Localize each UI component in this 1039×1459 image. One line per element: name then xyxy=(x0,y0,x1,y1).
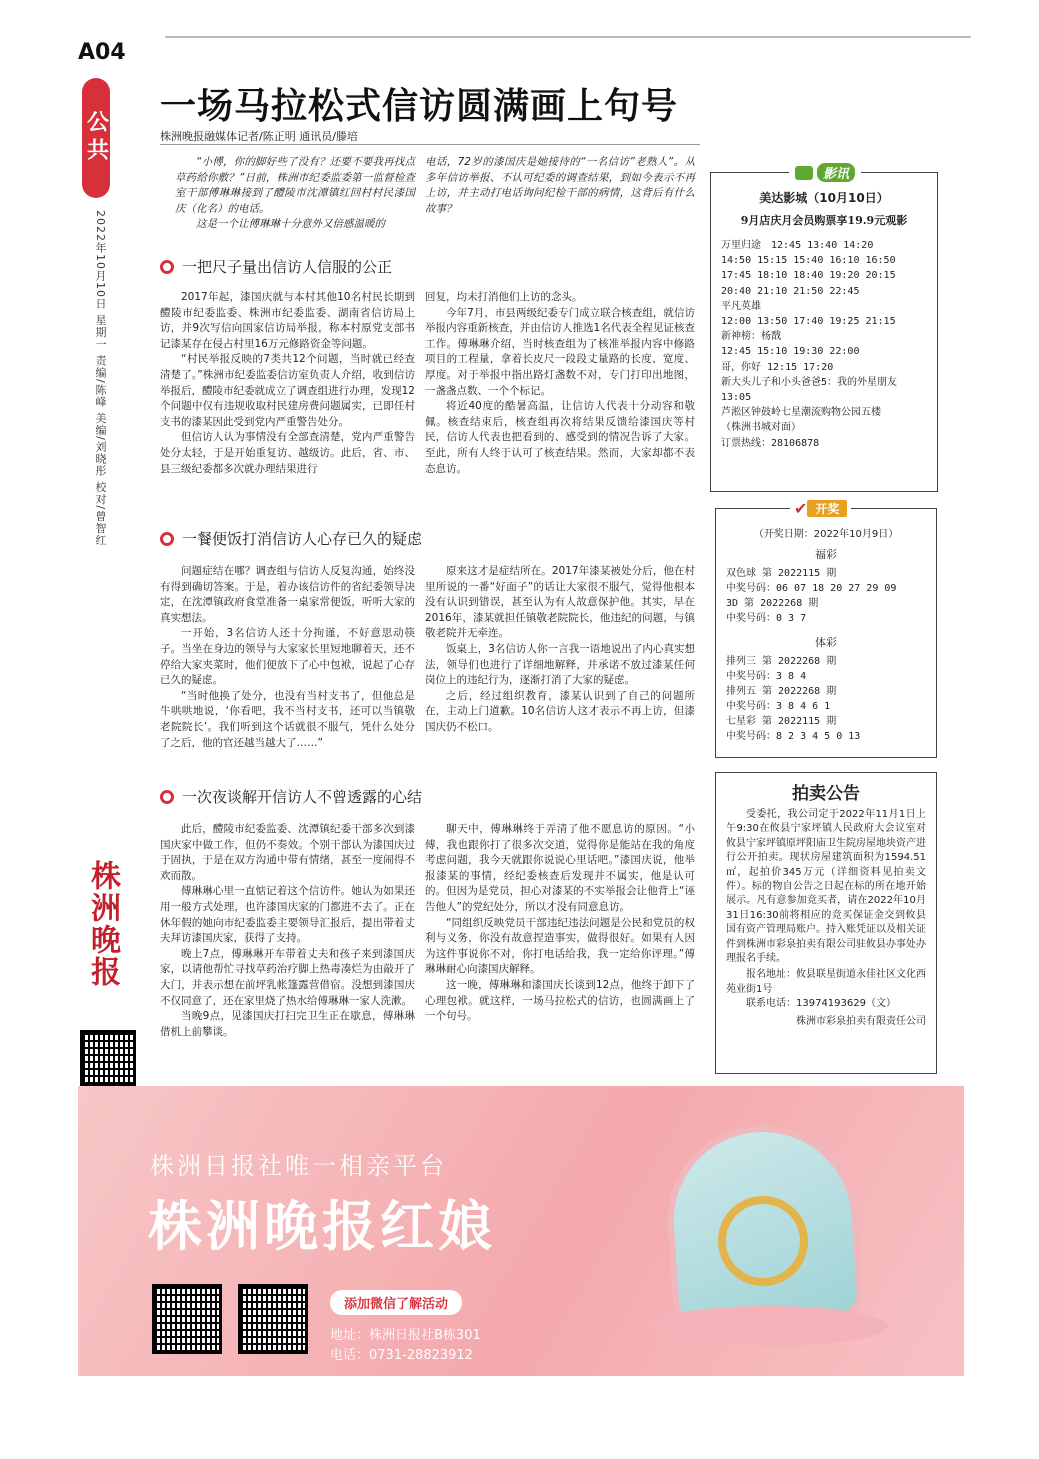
text-line: 12:00 13:50 17:40 19:25 21:15 xyxy=(721,316,896,328)
section-1-col-1 xyxy=(160,290,415,477)
byline: 株洲晚报融媒体记者/陈正明 通讯员/滕培 xyxy=(160,130,358,143)
intro-left xyxy=(175,155,415,233)
lottery-date: （开奖日期：2022年10月9日） xyxy=(753,529,899,540)
text-line: 13:05 xyxy=(721,392,752,404)
heart-box-base xyxy=(648,1306,888,1346)
masthead-qr-code xyxy=(80,1030,136,1086)
paragraph: 晚上7点，傅琳琳开车带着丈夫和孩子来到漆国庆家，以请他帮忙寻找草药治疗脚上热毒凑烂为由敲开了大门，并表示想在前坪乳帐篷露营借宿。没想到漆国庆不仅同意了，还在家里烧了热水给傅琳琳一家人洗漱。 xyxy=(160,947,415,1007)
paragraph: 将近40度的酷暑高温，让信访人代表十分动容和敬佩。核查结束后，核查组再次将结果反馈给漆国庆等村民，信访人代表也把看到的、感受到的情况告诉了大家。至此，所有人终于认可了核查结果。然而，大家却都不表态息访。 xyxy=(425,400,695,475)
ticai-label: 体彩 xyxy=(815,636,837,649)
matchmaker-ad-banner[interactable] xyxy=(78,1086,964,1376)
paragraph: 今年7月，市县两级纪委专门成立联合核查组，就信访举报内容重新核查，并由信访人推选1名代表全程见证核查工作。傅琳琳介绍，当时核查组为了核准举报内容中修路项目的工程量，拿着长皮尺一段段丈量路的长度、宽度、厚度。对于举报中指出路灯盏数不对，专门打印出地图，一盏盏点数、一个个标记。 xyxy=(425,306,695,397)
paragraph: 问题症结在哪？调查组与信访人反复沟通，始终没有得到确切答案。于是，着办该信访件的省纪委领导决定，在沈潭镇政府食堂准备一桌家常便饭，听听大家的真实想法。 xyxy=(160,565,415,624)
ad-subtitle: 株洲日报社唯一相亲平台 xyxy=(150,1152,447,1180)
page-number: A04 xyxy=(78,40,126,65)
auction-address: 报名地址：攸县联星街道永佳社区文化西苑业街1号 xyxy=(726,969,926,995)
text-line: （株洲书城对面） xyxy=(721,422,801,434)
text-line: 中奖号码：06 07 18 20 27 29 09 xyxy=(726,583,897,594)
film-camera-icon xyxy=(795,166,813,180)
text-line: 新神榜：杨戬 xyxy=(721,331,781,343)
paragraph: 这一晚，傅琳琳和漆国庆长谈到12点，他终于卸下了心理包袱。就这样，一场马拉松式的信访，也圆满画上了一个句号。 xyxy=(425,978,695,1023)
section-tag xyxy=(82,78,110,198)
text-line: 万里归途 12:45 13:40 14:20 xyxy=(721,240,874,251)
ticai-results xyxy=(726,654,926,744)
ring-icon xyxy=(160,260,174,274)
cinema-tag xyxy=(789,163,861,182)
text-line: 3D 第 2022268 期 xyxy=(726,598,819,609)
paragraph: 傅琳琳心里一直惦记着这个信访件。她认为如果还用一般方式处理，也许漆国庆家的门都进不去了。正在休年假的她向市纪委监委主要领导汇报后，提出带着丈夫拜访漆国庆家，获得了支持。 xyxy=(160,885,415,945)
text-line: 中奖号码：8 2 3 4 5 0 13 xyxy=(726,731,861,742)
top-rule xyxy=(165,36,971,38)
text-line: 17:45 18:10 18:40 19:20 20:15 xyxy=(721,270,896,282)
ad-title: 株洲晚报红娘 xyxy=(148,1194,496,1258)
text-line: 芦淞区钟鼓岭七星潮流购物公园五楼 xyxy=(721,407,881,419)
text-line: 排列三 第 2022268 期 xyxy=(726,656,837,667)
auction-phone: 联系电话：13974193629（文） xyxy=(746,998,896,1010)
intro-para-1: “小傅，你的脚好些了没有？还要不要我再找点草药给你敷？”日前，株洲市纪委监委第一监督检查室干部傅琳琳接到了醴陵市沈潭镇红回村村民漆国庆（化名）的电话。 xyxy=(175,156,415,215)
fucai-label: 福彩 xyxy=(815,548,837,561)
cinema-tag-label: 影讯 xyxy=(817,163,855,182)
ad-qr-code-1 xyxy=(152,1284,222,1354)
paragraph: 一开始，3名信访人还十分拘谨，不好意思动筷子。当坐在身边的领导与大家家长里短地聊着天，还不停给大家夹菜时，他们便放下了心中包袱，说起了心存已久的疑虑。 xyxy=(160,627,415,687)
lottery-tag xyxy=(790,499,851,518)
cinema-promo: 9月店庆月会员购票享19.9元观影 xyxy=(740,214,908,227)
paragraph: 饭桌上，3名信访人你一言我一语地说出了内心真实想法，领导们也进行了详细地解释，并承诺不放过漆某任何岗位上的违纪行为，逐渐打消了大家的疑虑。 xyxy=(425,642,695,687)
section-1-col-2 xyxy=(425,290,695,477)
paragraph: 回复，均未打消他们上访的念头。 xyxy=(425,291,583,303)
ad-phone: 电话：0731-28823912 xyxy=(330,1348,473,1363)
paragraph: 聊天中，傅琳琳终于弄清了他不愿息访的原因。“小傅，我也跟你打了很多次交道，觉得你是能站在我的角度考虑问题，我今天就跟你说说心里话吧。”漆国庆说，他举报漆某的事情，经纪委核查后发现并不属实，他是认可的。但因为是党员，担心对漆某的不实举报会让他背上“诬告他人”的党纪处分，所以才没有同意息访。 xyxy=(425,823,695,913)
paragraph: “当时他换了处分，也没有当村支书了，但他总是牛哄哄地说，‘你看吧，我不当村支书，还可以当镇敬老院院长’。我们听到这个话就很不服气，凭什么处分了之后，他的官还越当越大了……” xyxy=(160,689,415,749)
ad-address: 地址：株洲日报社B栋301 xyxy=(330,1328,481,1343)
section-2-title: 一餐便饭打消信访人心存已久的疑虑 xyxy=(182,530,423,548)
check-icon: ✔ xyxy=(794,499,808,518)
section-2-heading xyxy=(160,528,422,549)
cinema-box xyxy=(710,167,938,492)
paragraph: “同组织反映党员干部违纪违法问题是公民和党员的权利与义务，你没有故意捏造事实，做得很好。如果有人因为这件事说你不对，你打电话给我，我一定给你评理。”傅琳琳耐心向漆国庆解释。 xyxy=(425,916,695,976)
auction-title: 拍卖公告 xyxy=(792,784,860,804)
section-2-col-1 xyxy=(160,564,415,751)
paragraph: “村民举报反映的7类共12个问题，当时就已经查清楚了。”株洲市纪委监委信访室负责人介绍，收到信访举报后，醴陵市纪委就成立了调查组进行办理，发现12个问题中仅有违规收取村民建房费问题属实，已即任村支书的漆某因此受到党内严重警告处分。 xyxy=(160,353,415,428)
text-line: 14:50 15:15 15:40 16:10 16:50 xyxy=(721,255,896,267)
ring-icon xyxy=(160,790,174,804)
text-line: 中奖号码：3 8 4 6 1 xyxy=(726,701,831,712)
section-1-title: 一把尺子量出信访人信服的公正 xyxy=(182,258,393,276)
ad-qr-code-2 xyxy=(238,1284,308,1354)
section-3-col-1 xyxy=(160,822,415,1040)
section-2-col-2 xyxy=(425,564,695,736)
text-line: 哥，你好 12:15 17:20 xyxy=(721,361,834,373)
intro-para-2: 这是一个让傅琳琳十分意外又倍感温暖的 xyxy=(196,218,385,231)
lottery-tag-label: 开奖 xyxy=(807,500,847,517)
byline-rule xyxy=(160,144,700,145)
paragraph: 之后，经过组织教育，漆某认识到了自己的问题所在，主动上门道歉。10名信访人这才表示不再上访，但漆国庆仍不松口。 xyxy=(425,689,695,733)
text-line: 订票热线：28106878 xyxy=(721,437,820,449)
paragraph: 原来这才是症结所在。2017年漆某被处分后，他在村里所说的一番“好面子”的话让大家很不服气，觉得他根本没有认识到错误，甚至认为有人故意保护他。其实，早在2016年，漆某就担任镇敬老院院长，他违纪的问题，与镇敬老院并无牵连。 xyxy=(425,565,695,640)
auction-company: 株洲市彩泉拍卖有限责任公司 xyxy=(796,1015,926,1027)
text-line: 20:40 21:10 21:50 22:45 xyxy=(721,285,860,297)
text-line: 12:45 15:10 19:30 22:00 xyxy=(721,346,860,358)
text-line: 七星彩 第 2022115 期 xyxy=(726,716,837,727)
text-line: 双色球 第 2022115 期 xyxy=(726,568,837,579)
ring-icon xyxy=(160,532,174,546)
paragraph: 但信访人认为事情没有全部查清楚，党内严重警告处分太轻，于是开始重复访、越级访。此后，省、市、县三级纪委都多次就办理结果进行 xyxy=(160,431,415,475)
text-line: 排列五 第 2022268 期 xyxy=(726,686,837,697)
text-line: 平凡英雄 xyxy=(721,300,761,312)
article-title: 一场马拉松式信访圆满画上句号 xyxy=(160,86,679,127)
intro-para-3: 电话，72岁的漆国庆是她接待的“一名信访”老熟人”。从多年信访举报、不认可纪委的调查结果，到如今表示不再上访，并主动打电话询问纪检干部的病情，这背后有什么故事？ xyxy=(425,156,695,215)
auction-box xyxy=(715,772,937,1074)
section-3-col-2 xyxy=(425,822,695,1025)
auction-body: 受委托，我公司定于2022年11月1日上午9:30在攸县宁家坪镇人民政府大会议室对攸县宁家坪镇原坪阳庙卫生院房屋地块资产进行公开拍卖。现状房屋建筑面积为1594.51㎡，起拍价345万元（详细资料见拍卖文件）。标的物自公告之日起在标的所在地开始展示。凡有意参加竞买者，请在2022年10月31日16:30前将相应的竞买保证金交到攸县国有资产管理局账户。持入账凭证以及相关证件到株洲市彩泉拍卖有限公司驻攸县办事处办理报名手续。 xyxy=(726,809,926,965)
dateline: 2022年10月10日 星期一 责编/陈峰 美编/刘晓彤 校对/曾智红 xyxy=(94,210,107,547)
section-tag-text: 公共 xyxy=(83,110,109,166)
text-line: 新大头儿子和小头爸爸5：我的外星朋友 xyxy=(721,376,898,388)
paragraph: 当晚9点，见漆国庆打扫完卫生正在歇息，傅琳琳借机上前攀谈。 xyxy=(160,1010,415,1038)
paragraph: 2017年起，漆国庆就与本村其他10名村民长期到醴陵市纪委监委、株洲市纪委监委、湖南省信访局上访，并9次写信向国家信访局举报，称本村原党支部书记漆某存在侵占村里16万元修路资金等问题。 xyxy=(160,291,415,350)
section-3-heading xyxy=(160,786,422,807)
ad-wechat-button[interactable]: 添加微信了解活动 xyxy=(330,1290,462,1315)
text-line: 中奖号码：0 3 7 xyxy=(726,613,807,624)
ring-illustration-icon xyxy=(718,1196,808,1286)
showtimes xyxy=(721,238,927,451)
text-line: 中奖号码：3 8 4 xyxy=(726,671,807,682)
cinema-name: 美达影城（10月10日） xyxy=(759,191,889,205)
section-1-heading xyxy=(160,256,392,277)
lottery-box xyxy=(715,499,937,758)
intro-right xyxy=(425,155,695,217)
fucai-results xyxy=(726,566,926,626)
section-3-title: 一次夜谈解开信访人不曾透露的心结 xyxy=(182,788,423,806)
paragraph: 此后，醴陵市纪委监委、沈潭镇纪委干部多次到漆国庆家中做工作，但仍不奏效。个别干部认为漆国庆过于固执，于是在双方沟通中带有情绪，甚至一度闹得不欢而散。 xyxy=(160,823,415,882)
masthead-logo: 株洲晚报 xyxy=(85,860,120,988)
